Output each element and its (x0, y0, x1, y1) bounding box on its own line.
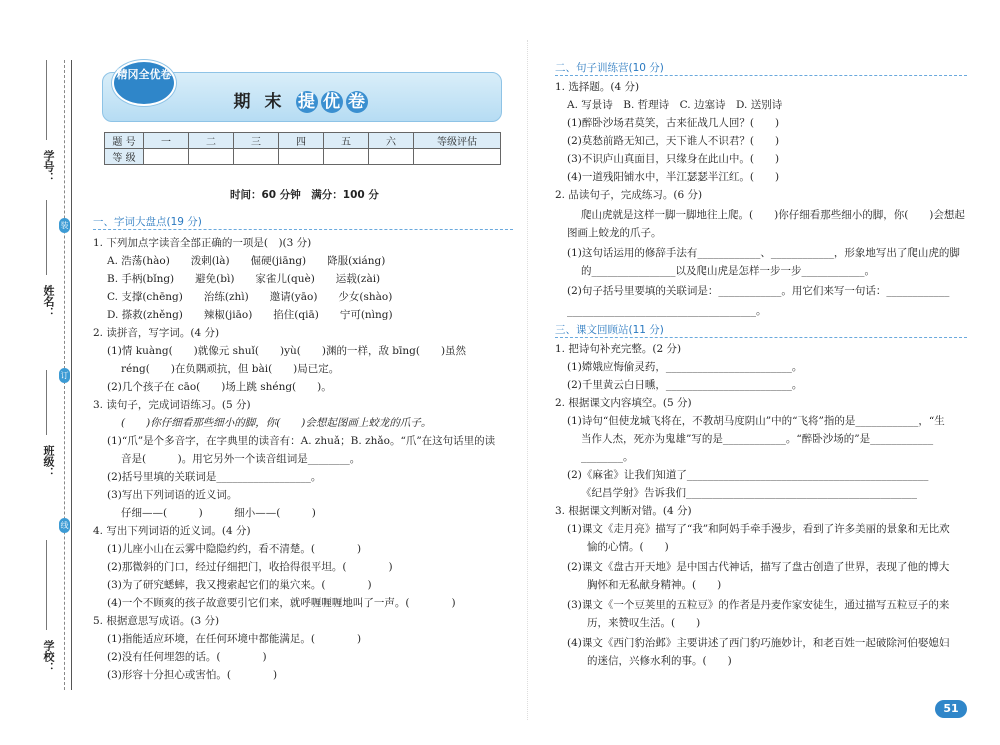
question-line: 当作人杰，死亦为鬼雄”写的是____________。“醉卧沙场的”是____________ (581, 433, 934, 445)
question-line: (3)课文《一个豆荚里的五粒豆》的作者是丹麦作家安徒生，通过描写五粒豆子的来 (567, 599, 950, 611)
question-line: 2. 读拼音，写字词。(4 分) (93, 327, 220, 339)
question-line: réng( )在负隅顽抗，但 bài( )局已定。 (121, 363, 340, 375)
question-line: (2)《麻雀》让我们知道了______________________________________________ (567, 469, 929, 481)
brand-logo: 精冈全优卷 (112, 60, 176, 106)
question-line: (1)这句话运用的修辞手法有____________、____________，形象地写出了爬山虎的脚 (567, 247, 960, 259)
page-number: 51 (935, 700, 967, 718)
question-line: (2)千里黄云白日曛，________________________。 (567, 379, 803, 391)
question-line: ________。 (581, 451, 634, 463)
title-highlight-char: 提 (296, 91, 318, 113)
grade-cell[interactable] (279, 149, 324, 165)
score-table-grade-row (105, 149, 501, 165)
grade-cell[interactable] (414, 149, 501, 165)
title-highlight-char: 卷 (346, 91, 368, 113)
option-line: B. 手柄(bǐng) 避免(bì) 家雀儿(què) 运载(zài) (107, 273, 381, 285)
score-table-header-row (105, 133, 501, 149)
question-line: (2)莫愁前路无知己，天下谁人不识君？( ) (567, 135, 780, 147)
table-cell: 五 (324, 133, 369, 149)
question-line: 的迷信，兴修水利的事。( ) (587, 655, 732, 667)
grade-cell[interactable] (144, 149, 189, 165)
question-line: (1)情 kuàng( )就像元 shuǐ( )yù( )渊的一样，敌 bīng( )虽然 (107, 345, 467, 357)
option-line: A. 写景诗 B. 哲理诗 C. 边塞诗 D. 送别诗 (567, 99, 783, 111)
question-line: (2)没有任何埋怨的话。( ) (107, 651, 267, 663)
question-line: (2)几个孩子在 cāo( )场上跳 shéng( )。 (107, 381, 332, 393)
margin-label-name: 姓名： (42, 285, 55, 318)
question-line: 《纪昌学射》告诉我们____________________________________________ (581, 487, 917, 499)
question-line: (4)一个不顾爽的孩子故意要引它们来，就呼喱喱喱地叫了一声。( ) (107, 597, 456, 609)
section-rule (555, 337, 967, 338)
question-line: (2)括号里填的关联词是__________________。 (107, 471, 322, 483)
question-line: 4. 写出下列词语的近义词。(4 分) (93, 525, 251, 537)
margin-fill-line (46, 60, 47, 140)
score-table (104, 132, 501, 165)
question-line: (2)句子括号里要填的关联词是：____________。用它们来写一句话：____________ (567, 285, 950, 297)
table-cell: 等 级 (105, 149, 144, 165)
binding-line-left (71, 60, 72, 690)
question-line: (3)不识庐山真面目，只缘身在此山中。( ) (567, 153, 780, 165)
margin-fill-line (46, 540, 47, 630)
question-line: 2. 品读句子，完成练习。(6 分) (555, 189, 703, 201)
table-cell: 六 (369, 133, 414, 149)
table-cell: 三 (234, 133, 279, 149)
question-line: 的________________以及爬山虎是怎样一步一步____________。 (581, 265, 875, 277)
question-line: (2)那微斜的门口，经过仔细把门，收拾得很平坦。( ) (107, 561, 393, 573)
question-line: (1)儿座小山在云雾中隐隐约约，看不清楚。( ) (107, 543, 362, 555)
quoted-paragraph: 爬山虎就是这样一脚一脚地往上爬。( )你仔细看那些细小的脚，你( )会想起图画上蛟龙的爪子。 (567, 209, 965, 239)
title-highlight-char: 优 (321, 91, 343, 113)
grade-cell[interactable] (369, 149, 414, 165)
table-cell: 二 (189, 133, 234, 149)
margin-fill-line (46, 370, 47, 435)
question-line: (3)为了研究蟋蟀，我又搜索起它们的巢穴来。( ) (107, 579, 372, 591)
question-line: (3)写出下列词语的近义词。 (107, 489, 238, 501)
question-line: (1)嫦娥应悔偷灵药，________________________。 (567, 361, 803, 373)
section-heading-1: 一、字词大盘点(19 分) (93, 216, 202, 228)
question-line: (2)课文《盘古开天地》是中国古代神话，描写了盘古创造了世界，表现了他的博大 (567, 561, 950, 573)
question-line: 3. 根据课文判断对错。(4 分) (555, 505, 692, 517)
option-line: C. 支撑(chēng) 治练(zhì) 邀请(yāo) 少女(shào) (107, 291, 393, 303)
table-cell: 等级评估 (414, 133, 501, 149)
margin-label-school: 学校： (42, 640, 55, 673)
title-char: 末 (264, 92, 296, 112)
question-line: 1. 下列加点字读音全部正确的一项是( )(3 分) (93, 237, 312, 249)
table-cell: 题 号 (105, 133, 144, 149)
binding-dot: 装 (59, 218, 70, 233)
question-line: 5. 根据意思写成语。(3 分) (93, 615, 220, 627)
option-line: D. 搽救(zhěng) 辣椒(jiāo) 掐住(qiā) 宁可(nìng) (107, 309, 393, 321)
section-heading-3: 三、课文回顾站(11 分) (555, 324, 664, 336)
question-line: 仔细——( ) 细小——( ) (121, 507, 316, 519)
question-line: 胸怀和无私献身精神。( ) (587, 579, 722, 591)
grade-cell[interactable] (234, 149, 279, 165)
question-line: (3)形容十分担心或害怕。( ) (107, 669, 278, 681)
margin-fill-line (46, 200, 47, 275)
question-line: (4)课文《西门豹治邺》主要讲述了西门豹巧施妙计，和老百姓一起破除河伯娶媳妇 (567, 637, 950, 649)
question-line: ____________________________________。 (567, 305, 767, 317)
section-heading-2: 二、句子训练营(10 分) (555, 62, 664, 74)
question-line: (4)一道残阳铺水中，半江瑟瑟半江红。( ) (567, 171, 780, 183)
question-line: 2. 根据课文内容填空。(5 分) (555, 397, 692, 409)
question-line: (1)醉卧沙场君莫笑，古来征战几人回？( ) (567, 117, 780, 129)
quoted-sentence: ( )你仔细看那些细小的脚，你( )会想起图画上蛟龙的爪子。 (121, 417, 432, 429)
binding-dot: 线 (59, 518, 70, 533)
question-line: 愉的心情。( ) (587, 541, 669, 553)
question-line: (1)“爪”是个多音字，在字典里的读音有：A. zhuǎ；B. zhǎo。“爪”在这句话里的读 (107, 435, 496, 447)
title-char: 期 (233, 92, 265, 112)
option-line: A. 浩荡(hào) 泼剌(là) 倔硬(jiāng) 降服(xiáng) (107, 255, 386, 267)
question-line: (1)指能适应环境，在任何环境中都能满足。( ) (107, 633, 362, 645)
question-line: 音是( )。用它另外一个读音组词是________。 (121, 453, 361, 465)
table-cell: 四 (279, 133, 324, 149)
margin-label-student-id: 学号： (42, 150, 55, 183)
page-divider (527, 40, 528, 720)
section-rule (555, 75, 967, 76)
table-cell: 一 (144, 133, 189, 149)
question-line: 1. 把诗句补充完整。(2 分) (555, 343, 682, 355)
section-rule (93, 229, 513, 230)
question-line: 历，来赞叹生活。( ) (587, 617, 701, 629)
question-line: (1)课文《走月亮》描写了“我”和阿妈手牵手漫步，看到了许多美丽的景象和无比欢 (567, 523, 950, 535)
time-line: 时间：60 分钟 满分：100 分 (230, 189, 379, 201)
grade-cell[interactable] (324, 149, 369, 165)
question-line: 1. 选择题。(4 分) (555, 81, 640, 93)
question-line: 3. 读句子，完成词语练习。(5 分) (93, 399, 251, 411)
question-line: (1)诗句“但使龙城飞将在，不教胡马度阴山”中的“飞将”指的是____________，“生 (567, 415, 945, 427)
grade-cell[interactable] (189, 149, 234, 165)
margin-label-class: 班级： (42, 445, 55, 478)
binding-dot: 订 (59, 368, 70, 383)
